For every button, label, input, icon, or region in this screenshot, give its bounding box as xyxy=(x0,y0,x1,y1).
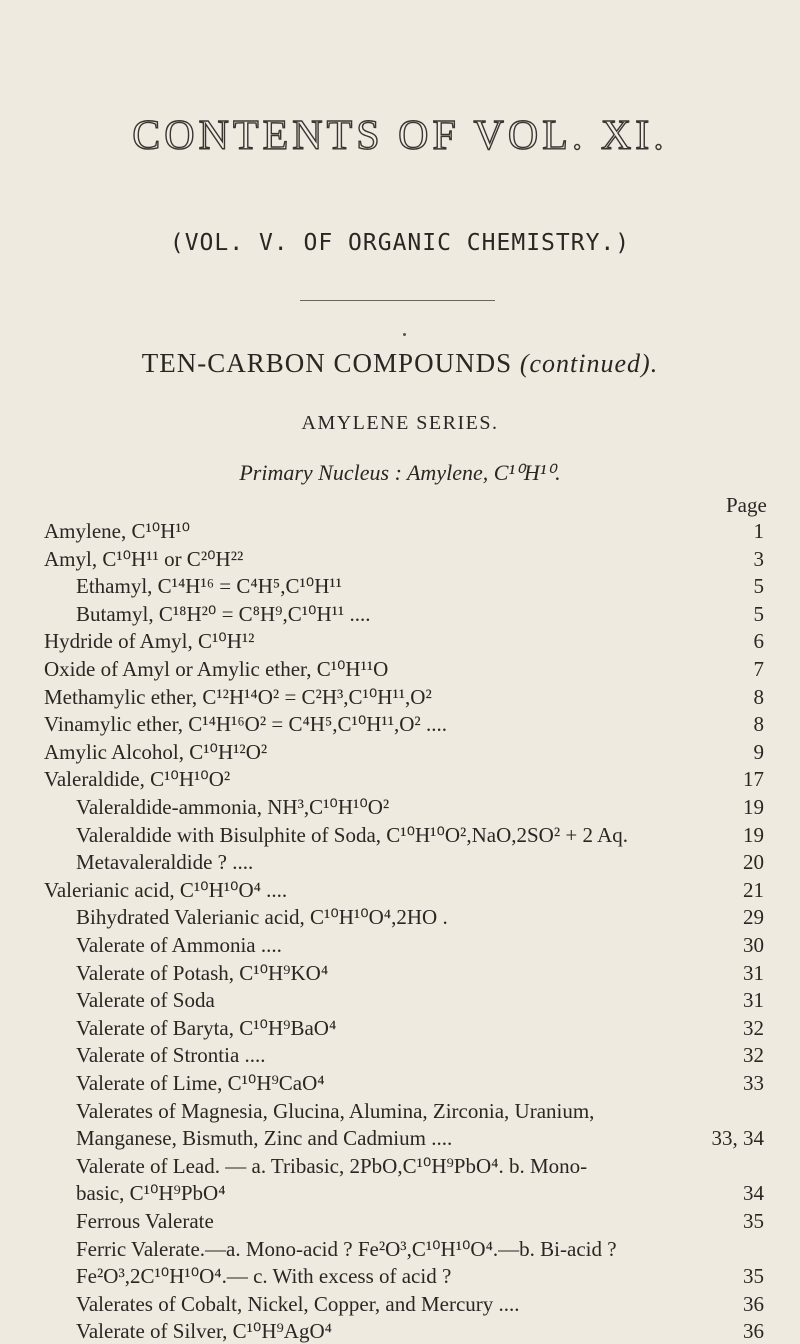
toc-entry xyxy=(76,1015,800,1041)
toc-entry xyxy=(44,546,800,572)
toc-entry-page: 9 xyxy=(753,739,764,764)
divider-dot xyxy=(403,333,406,336)
toc-entry-text: Vinamylic ether, C¹⁴H¹⁶O² = C⁴H⁵,C¹⁰H¹¹,O² .... xyxy=(44,712,447,737)
toc-entry-text: Valerianic acid, C¹⁰H¹⁰O⁴ .... xyxy=(44,877,288,902)
toc-entry-page: 3 xyxy=(753,546,764,571)
toc-entry xyxy=(76,1042,800,1068)
page-subtitle: (VOL. V. OF ORGANIC CHEMISTRY.) xyxy=(169,230,631,256)
toc-entry xyxy=(76,601,800,627)
toc-entry xyxy=(76,822,800,848)
toc-entry xyxy=(44,766,800,792)
toc-entry-text: Manganese, Bismuth, Zinc and Cadmium .... xyxy=(76,1126,453,1151)
toc-entry-page: 34 xyxy=(743,1181,764,1206)
toc-entry-page: 1 xyxy=(753,519,764,543)
toc-entry xyxy=(76,1208,800,1234)
section-title: TEN-CARBON COMPOUNDS xyxy=(141,348,513,378)
toc-entry-page: 6 xyxy=(753,629,764,654)
toc-entry-page: 32 xyxy=(743,1015,764,1040)
toc-entry xyxy=(76,987,800,1013)
toc-entry-text: Valeraldide-ammonia, NH³,C¹⁰H¹⁰O² xyxy=(76,795,390,819)
toc-entry xyxy=(44,877,800,903)
toc-entry-text: Valerate of Baryta, C¹⁰H⁹BaO⁴ xyxy=(76,1015,337,1040)
toc-entry xyxy=(76,904,800,930)
toc-entry xyxy=(44,684,800,710)
toc-entry-page: 30 xyxy=(743,933,764,957)
toc-entry-text: Bihydrated Valerianic acid, C¹⁰H¹⁰O⁴,2HO . xyxy=(76,905,448,930)
page-column-header: Page xyxy=(726,493,767,517)
toc-entry-page: 21 xyxy=(743,877,764,902)
toc-entry-text: Valerate of Lead. — a. Tribasic, 2PbO,C¹⁰H⁹PbO⁴. b. Mono- xyxy=(76,1153,588,1178)
toc-entry-text: Ethamyl, C¹⁴H¹⁶ = C⁴H⁵,C¹⁰H¹¹ xyxy=(76,574,342,599)
toc-entry xyxy=(44,711,800,737)
toc-entry-text: Fe²O³,2C¹⁰H¹⁰O⁴.— c. With excess of acid ? xyxy=(76,1264,452,1289)
toc-entry-page: 29 xyxy=(743,905,764,930)
toc-entry-text: Valerate of Potash, C¹⁰H⁹KO⁴ xyxy=(76,960,329,985)
series-heading: AMYLENE SERIES. xyxy=(301,412,499,434)
toc-entry-text: Valerate of Lime, C¹⁰H⁹CaO⁴ xyxy=(76,1071,325,1095)
toc-entry-text: Oxide of Amyl or Amylic ether, C¹⁰H¹¹O xyxy=(44,657,389,681)
toc-entry-page: 17 xyxy=(743,767,764,792)
toc-entry-page: 31 xyxy=(743,960,764,985)
toc-entry xyxy=(76,1125,800,1151)
toc-entry xyxy=(76,1153,800,1179)
toc-entry xyxy=(76,932,800,958)
toc-entry-text: basic, C¹⁰H⁹PbO⁴ xyxy=(76,1181,226,1206)
toc-entry-text: Valerate of Silver, C¹⁰H⁹AgO⁴ xyxy=(76,1319,332,1344)
toc-entry-text: Amyl, C¹⁰H¹¹ or C²⁰H²² xyxy=(44,546,244,571)
toc-entry xyxy=(76,1180,800,1206)
toc-entry-page: 5 xyxy=(753,574,764,599)
toc-entry-page: 33 xyxy=(743,1071,764,1095)
toc-entry-page: 19 xyxy=(743,795,764,819)
toc-entry-page: 7 xyxy=(753,657,764,681)
toc-entry-text: Valeraldide, C¹⁰H¹⁰O² xyxy=(44,767,231,792)
toc-entry-page: 36 xyxy=(743,1291,764,1316)
toc-entry xyxy=(76,960,800,986)
toc-entry xyxy=(76,1318,800,1344)
toc-entry-page: 35 xyxy=(743,1264,764,1289)
toc-entry-page: 19 xyxy=(743,822,764,847)
toc-entry-text: Metavaleraldide ? .... xyxy=(76,850,254,875)
toc-entry xyxy=(76,849,800,875)
toc-entry xyxy=(76,794,800,820)
toc-entry-text: Valerate of Ammonia .... xyxy=(76,933,282,957)
toc-entry-page: 5 xyxy=(753,601,764,626)
toc-entry xyxy=(44,518,800,544)
section-continued: (continued). xyxy=(519,349,659,378)
toc-entry-page: 36 xyxy=(743,1319,764,1344)
toc-entry-text: Butamyl, C¹⁸H²⁰ = C⁸H⁹,C¹⁰H¹¹ .... xyxy=(76,601,371,626)
toc-entry-text: Ferric Valerate.—a. Mono-acid ? Fe²O³,C¹⁰H¹⁰O⁴.—b. Bi-acid ? xyxy=(76,1236,617,1261)
divider-rule xyxy=(300,300,495,301)
toc-entry-page: 31 xyxy=(743,988,764,1013)
toc-entry-text: Valerate of Soda xyxy=(76,988,215,1013)
toc-entry xyxy=(76,1070,800,1096)
toc-entry-text: Methamylic ether, C¹²H¹⁴O² = C²H³,C¹⁰H¹¹,O² xyxy=(44,684,432,709)
toc-entry-text: Valeraldide with Bisulphite of Soda, C¹⁰H¹⁰O²,NaO,2SO² + 2 Aq. xyxy=(76,822,628,847)
page-title: CONTENTS OF VOL. XI. xyxy=(132,113,668,159)
toc-entry-page: 32 xyxy=(743,1043,764,1068)
toc-entry-page: 35 xyxy=(743,1209,764,1233)
nucleus-heading: Primary Nucleus : Amylene, C¹⁰H¹⁰. xyxy=(239,460,561,485)
section-heading xyxy=(0,348,800,379)
toc-entry-page: 33, 34 xyxy=(711,1126,764,1151)
toc-entry xyxy=(76,1291,800,1317)
toc-entry-page: 8 xyxy=(753,712,764,737)
toc-entry-text: Valerate of Strontia .... xyxy=(76,1043,266,1068)
toc-entry-page: 20 xyxy=(743,850,764,875)
toc-entry-text: Valerates of Magnesia, Glucina, Alumina, Zirconia, Uranium, xyxy=(76,1098,595,1123)
toc-entry xyxy=(44,656,800,682)
toc-entry-text: Amylene, C¹⁰H¹⁰ xyxy=(44,519,191,543)
toc-entry xyxy=(76,573,800,599)
toc-entry xyxy=(44,739,800,765)
toc-entry xyxy=(44,628,800,654)
toc-entry-page: 8 xyxy=(753,684,764,709)
toc-entry xyxy=(76,1263,800,1289)
toc-entry xyxy=(76,1098,800,1124)
toc-entry xyxy=(76,1236,800,1262)
toc-entry-text: Amylic Alcohol, C¹⁰H¹²O² xyxy=(44,739,268,764)
toc-entry-text: Ferrous Valerate xyxy=(76,1209,214,1233)
toc-entry-text: Valerates of Cobalt, Nickel, Copper, and Mercury .... xyxy=(76,1291,520,1316)
toc-entry-text: Hydride of Amyl, C¹⁰H¹² xyxy=(44,629,255,654)
